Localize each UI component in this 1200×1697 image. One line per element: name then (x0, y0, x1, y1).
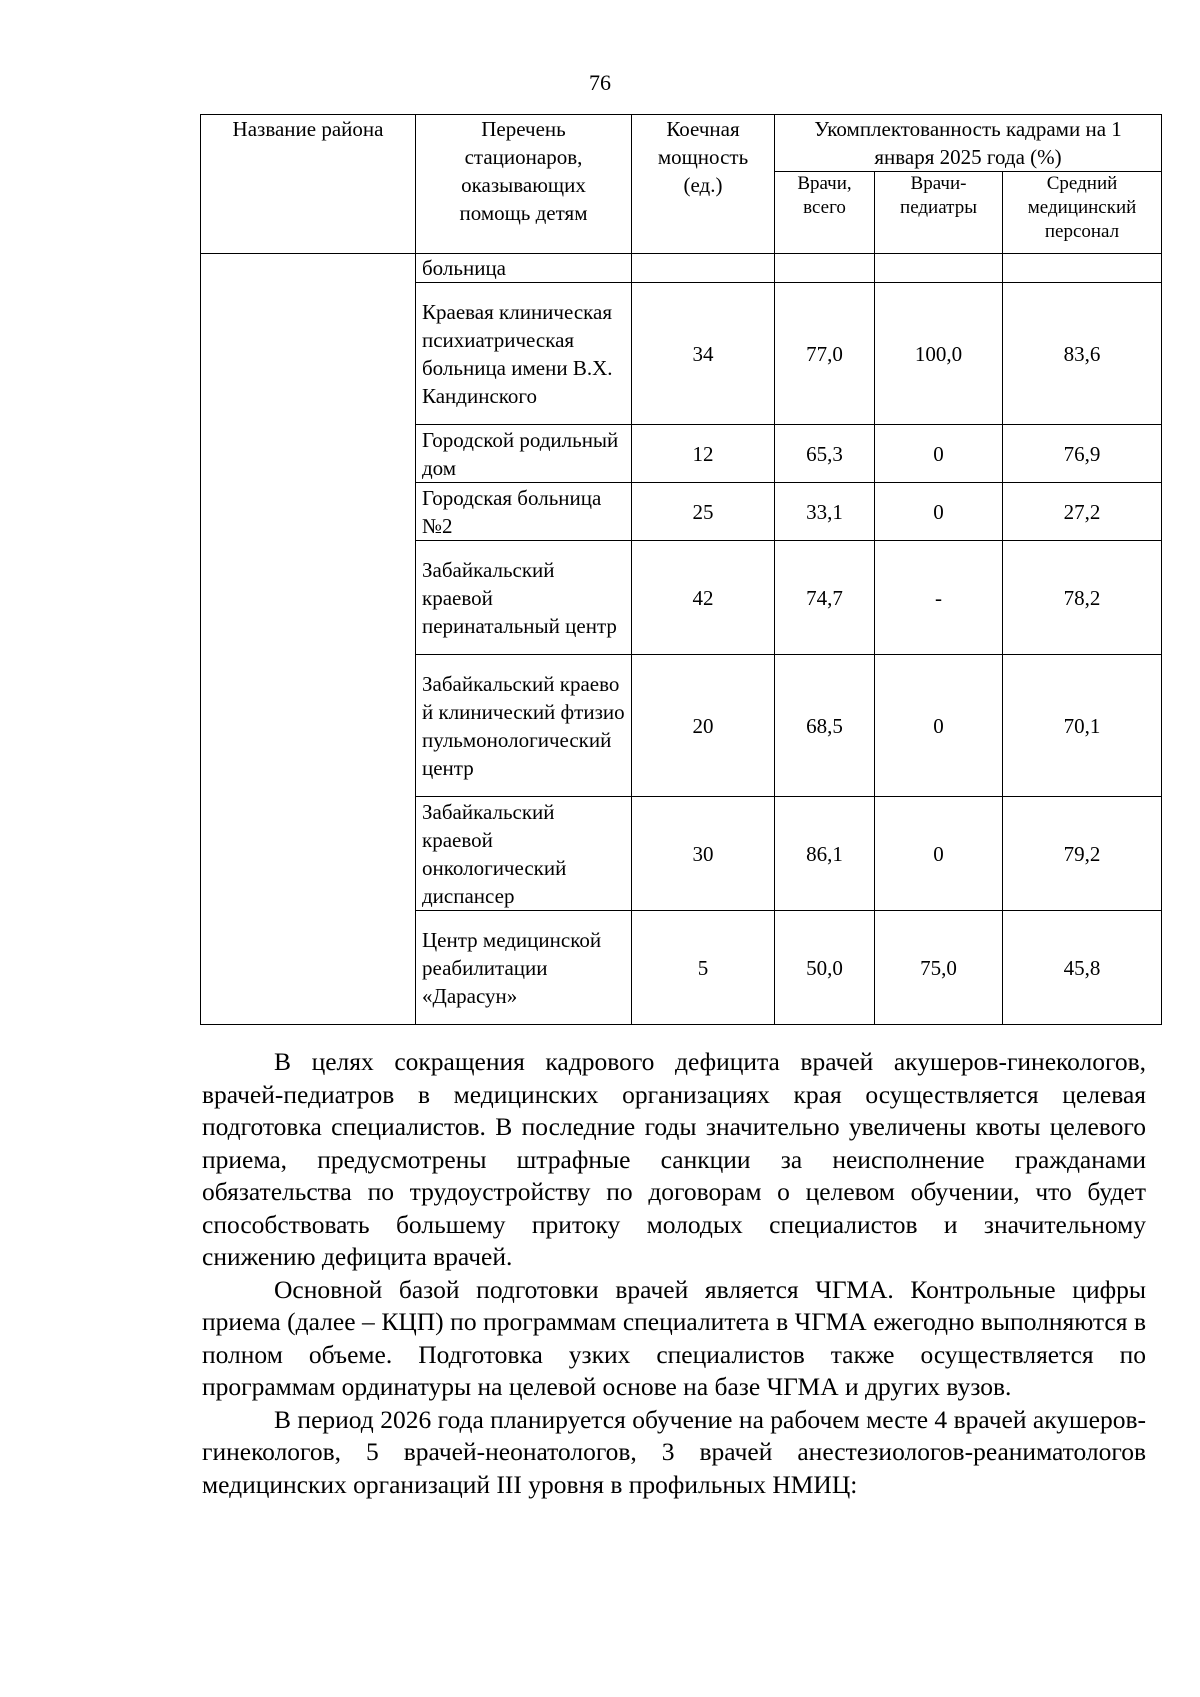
district-cell (201, 254, 416, 1025)
pediatricians-value (875, 254, 1003, 283)
header-pediatricians: Врачи-педиатры (875, 172, 1003, 254)
nurses-value (1003, 254, 1162, 283)
beds-value: 42 (632, 541, 775, 655)
hospital-name: Забайкальский краевой перинатальный центр (416, 541, 632, 655)
beds-value: 20 (632, 655, 775, 797)
header-beds: Коечная мощность (ед.) (632, 115, 775, 254)
doctors-value: 74,7 (775, 541, 875, 655)
doctors-value: 50,0 (775, 911, 875, 1025)
pediatricians-value: 0 (875, 483, 1003, 541)
header-hospitals: Перечень стационаров, оказывающих помощь детям (416, 115, 632, 254)
doctors-value: 77,0 (775, 283, 875, 425)
header-nurses: Средний медицинский персонал (1003, 172, 1162, 254)
hospital-name: Забайкальский краевой клинический фтизиопульмонологический центр (416, 655, 632, 797)
body-text (202, 1046, 1146, 1501)
pediatricians-value: 75,0 (875, 911, 1003, 1025)
nurses-value: 27,2 (1003, 483, 1162, 541)
pediatricians-value: 0 (875, 425, 1003, 483)
hospital-name: Центр медицинской реабилитации «Дарасун» (416, 911, 632, 1025)
nurses-value: 83,6 (1003, 283, 1162, 425)
nurses-value: 45,8 (1003, 911, 1162, 1025)
nurses-value: 78,2 (1003, 541, 1162, 655)
hospital-name: Забайкальский краевой онкологический диспансер (416, 797, 632, 911)
beds-value (632, 254, 775, 283)
hospital-name: Городская больница №2 (416, 483, 632, 541)
doctors-value: 68,5 (775, 655, 875, 797)
beds-value: 30 (632, 797, 775, 911)
pediatricians-value: 100,0 (875, 283, 1003, 425)
header-district: Название района (201, 115, 416, 254)
paragraph: Основной базой подготовки врачей является ЧГМА. Контрольные цифры приема (далее – КЦП) по программам специалитета в ЧГМА ежегодно выполняются в полном объеме. Подготовка узких специалистов также осуществляется по программам ординатуры на целевой основе на базе ЧГМА и других вузов. (202, 1274, 1146, 1401)
beds-value: 12 (632, 425, 775, 483)
beds-value: 5 (632, 911, 775, 1025)
header-staffing: Укомплектованность кадрами на 1 января 2025 года (%) (775, 115, 1162, 172)
doctors-value (775, 254, 875, 283)
pediatricians-value: 0 (875, 797, 1003, 911)
doctors-value: 33,1 (775, 483, 875, 541)
beds-value: 34 (632, 283, 775, 425)
hospital-name: Краевая клиническая психиатрическая больница имени В.Х. Кандинского (416, 283, 632, 425)
nurses-value: 79,2 (1003, 797, 1162, 911)
hospital-name: больница (416, 254, 632, 283)
paragraph: В период 2026 года планируется обучение на рабочем месте 4 врачей акушеров-гинекологов, 5 врачей-неонатологов, 3 врачей анестезиологов-реаниматологов медицинских организаций III уровня в профильных НМИЦ: (202, 1404, 1146, 1499)
header-doctors-total: Врачи, всего (775, 172, 875, 254)
pediatricians-value: 0 (875, 655, 1003, 797)
hospital-staffing-table (200, 114, 1162, 1025)
nurses-value: 70,1 (1003, 655, 1162, 797)
doctors-value: 65,3 (775, 425, 875, 483)
paragraph: В целях сокращения кадрового дефицита врачей акушеров-гинекологов, врачей-педиатров в медицинских организациях края осуществляется целевая подготовка специалистов. В последние годы значительно увеличены квоты целевого приема, предусмотрены штрафные санкции за неисполнение гражданами обязательства по трудоустройству по договорам о целевом обучении, что будет способствовать большему притоку молодых специалистов и значительному снижению дефицита врачей. (202, 1047, 1146, 1271)
hospital-name: Городской родильный дом (416, 425, 632, 483)
doctors-value: 86,1 (775, 797, 875, 911)
page-number: 76 (589, 70, 611, 95)
beds-value: 25 (632, 483, 775, 541)
nurses-value: 76,9 (1003, 425, 1162, 483)
pediatricians-value: - (875, 541, 1003, 655)
